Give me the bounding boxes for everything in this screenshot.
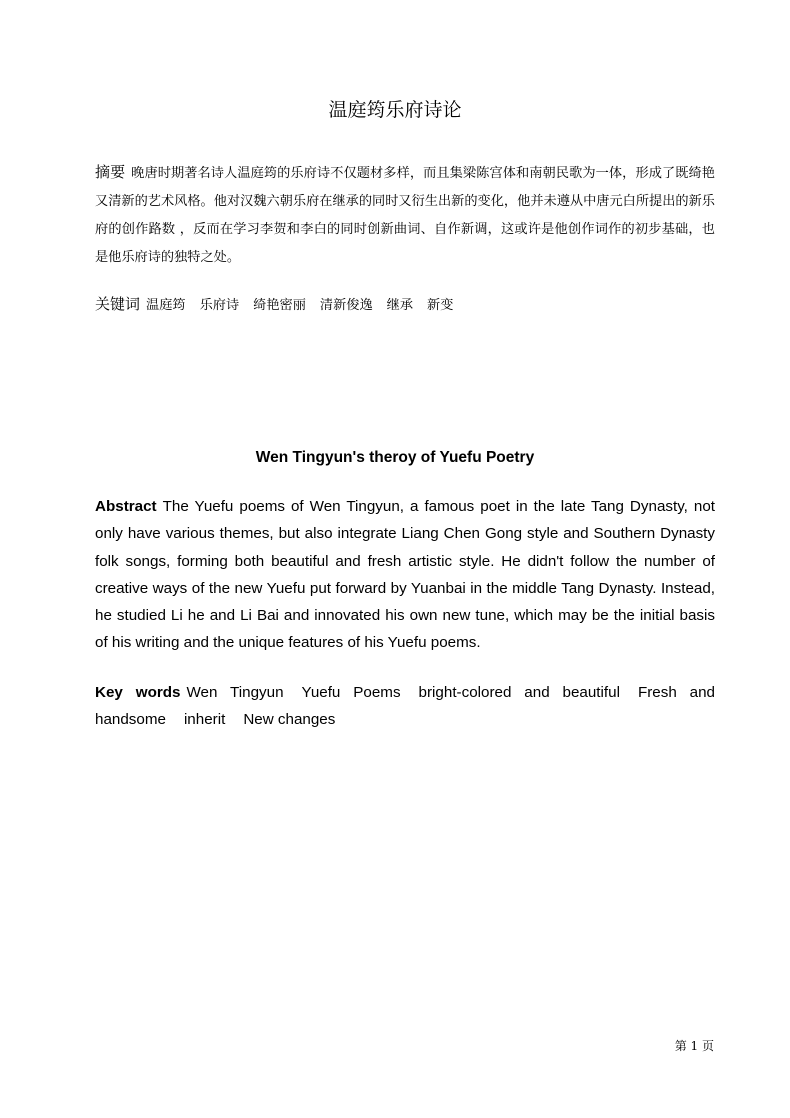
chinese-keyword: 乐府诗	[199, 298, 240, 313]
chinese-keywords	[95, 290, 715, 320]
english-keyword: Yuefu Poems	[301, 684, 401, 701]
chinese-keyword: 继承	[386, 298, 414, 313]
english-keyword: bright-colored and beautiful	[418, 684, 620, 701]
english-keywords-label: Key words	[95, 684, 181, 701]
chinese-abstract-text: 晚唐时期著名诗人温庭筠的乐府诗不仅题材多样，而且集梁陈宫体和南朝民歌为一体，形成了既绮艳又清新的艺术风格。他对汉魏六朝乐府在继承的同时又衍生出新的变化，他并未遵从中唐元白所提出的新乐府的创作路数 ，反而在学习李贺和李白的同时创新曲词、自作新调，这或许是他创作词作的初步基础，也是他乐府诗的独特之处。	[95, 166, 715, 265]
chinese-abstract-label: 摘要	[95, 163, 126, 181]
page-number: 第 1 页	[674, 1039, 714, 1053]
english-keywords	[95, 679, 715, 734]
chinese-title: 温庭筠乐府诗论	[328, 99, 462, 121]
chinese-keyword: 绮艳密丽	[253, 298, 306, 313]
english-keyword: inherit	[183, 711, 226, 729]
english-abstract-label: Abstract	[95, 498, 157, 515]
english-keyword: Fresh and handsome	[95, 684, 716, 729]
english-title: Wen Tingyun's theroy of Yuefu Poetry	[255, 449, 535, 466]
chinese-keyword: 清新俊逸	[319, 298, 373, 313]
chinese-keyword: 新变	[427, 298, 454, 313]
chinese-abstract	[95, 158, 715, 272]
chinese-keyword: 温庭筠	[146, 298, 186, 313]
english-keyword: New changes	[243, 711, 336, 729]
english-keyword: Wen Tingyun	[186, 684, 284, 701]
english-abstract	[95, 493, 715, 657]
english-abstract-text: The Yuefu poems of Wen Tingyun, a famous poet in the late Tang Dynasty, not only have various themes, but also integrate Liang Chen Gong style and Southern Dynasty folk songs, forming both beautiful and fresh artistic style. He didn't follow the number of creative ways of the new Yuefu put forward by Yuanbai in the middle Tang Dynasty. Instead, he studied Li he and Li Bai and innovated his own new tune, which may be the initial basis of his writing and the unique features of his Yuefu poems.	[95, 498, 715, 652]
chinese-keywords-label: 关键词	[95, 295, 141, 313]
